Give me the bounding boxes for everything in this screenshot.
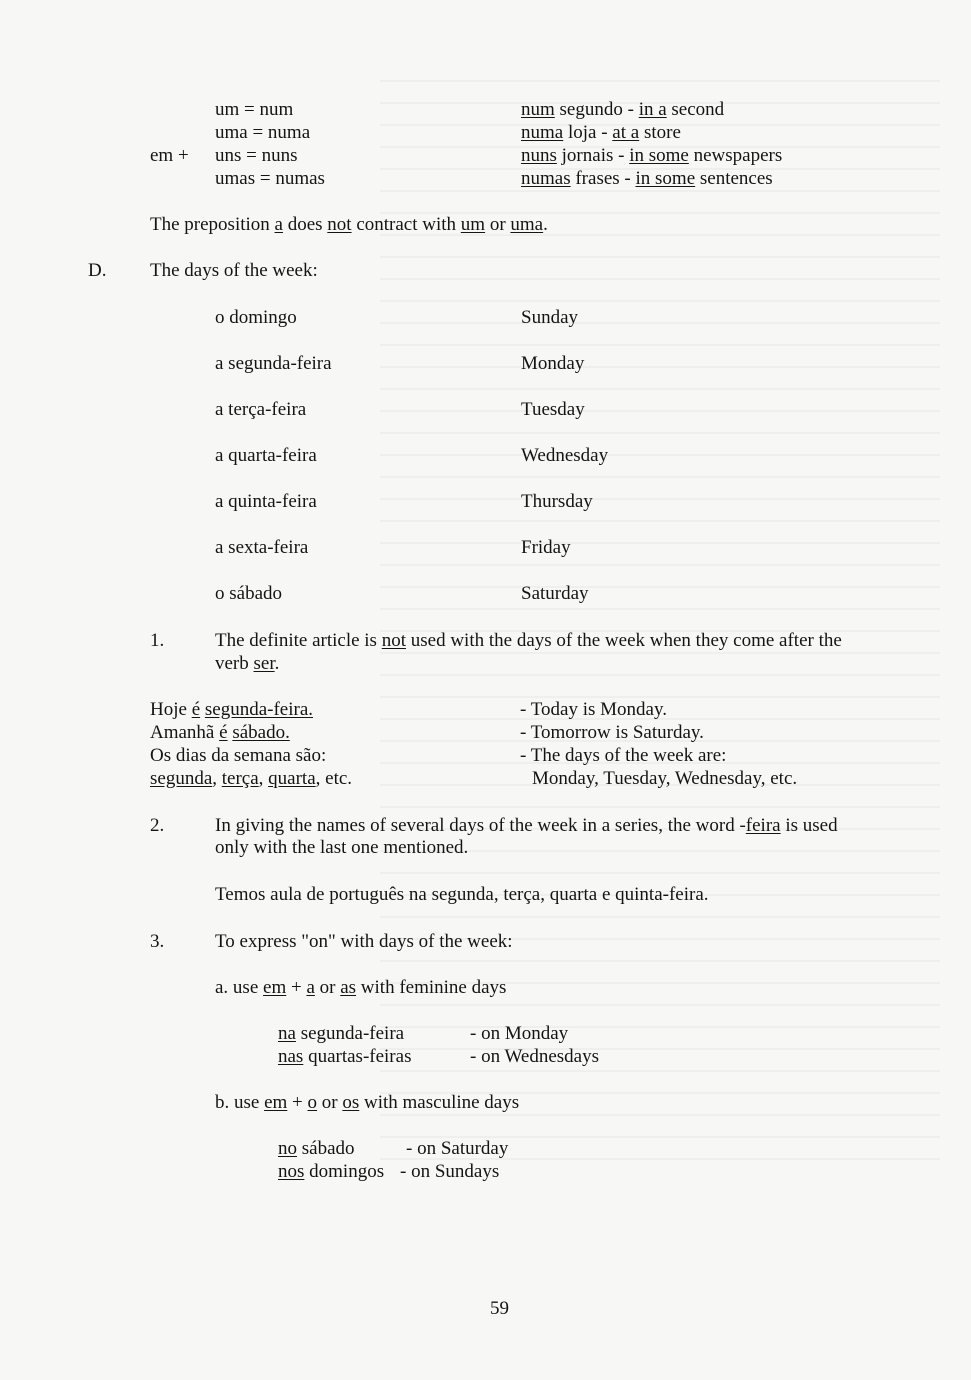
- rule-text: only with the last one mentioned.: [215, 837, 469, 858]
- day-en: Monday: [521, 353, 585, 374]
- example-pt: na segunda-feira: [278, 1023, 405, 1044]
- contraction-form: umas = numas: [215, 168, 325, 189]
- example-en: - Today is Monday.: [520, 699, 667, 720]
- day-pt: a quinta-feira: [215, 491, 317, 512]
- day-en: Sunday: [521, 307, 578, 328]
- example-pt: no sábado: [278, 1138, 355, 1159]
- page-number: 59: [490, 1298, 509, 1319]
- day-en: Tuesday: [521, 399, 585, 420]
- rule-number: 2.: [150, 815, 165, 836]
- subrule-b: b. use em + o or os with masculine days: [215, 1092, 520, 1113]
- example-en: - on Wednesdays: [470, 1046, 599, 1067]
- day-pt: a quarta-feira: [215, 445, 317, 466]
- example-pt: segunda, terça, quarta, etc.: [150, 768, 353, 789]
- day-pt: o sábado: [215, 583, 283, 604]
- subrule-a: a. use em + a or as with feminine days: [215, 977, 507, 998]
- contraction-example: numas frases - in some sentences: [521, 168, 773, 189]
- contraction-example: num segundo - in a second: [521, 99, 725, 120]
- example-pt: Os dias da semana são:: [150, 745, 327, 766]
- example-en: - on Saturday: [406, 1138, 509, 1159]
- example-pt: Hoje é segunda-feira.: [150, 699, 314, 720]
- example-pt: nos domingos: [278, 1161, 385, 1182]
- example-en: Monday, Tuesday, Wednesday, etc.: [532, 768, 798, 789]
- rule-text: To express "on" with days of the week:: [215, 931, 513, 952]
- day-en: Thursday: [521, 491, 593, 512]
- contraction-example: nuns jornais - in some newspapers: [521, 145, 783, 166]
- section-letter: D.: [88, 260, 107, 281]
- day-en: Saturday: [521, 583, 589, 604]
- preposition-note: The preposition a does not contract with um or uma.: [150, 214, 548, 235]
- rule-number: 1.: [150, 630, 165, 651]
- example-pt: nas quartas-feiras: [278, 1046, 412, 1067]
- example-en: - The days of the week are:: [520, 745, 727, 766]
- day-pt: a terça-feira: [215, 399, 307, 420]
- section-title: The days of the week:: [150, 260, 318, 281]
- example-pt: Amanhã é sábado.: [150, 722, 290, 743]
- day-en: Friday: [521, 537, 571, 558]
- example-en: - on Monday: [470, 1023, 569, 1044]
- em-plus-label: em +: [150, 145, 189, 166]
- day-pt: o domingo: [215, 307, 297, 328]
- rule-number: 3.: [150, 931, 165, 952]
- day-en: Wednesday: [521, 445, 609, 466]
- day-pt: a sexta-feira: [215, 537, 309, 558]
- contraction-example: numa loja - at a store: [521, 122, 681, 143]
- contraction-form: um = num: [215, 99, 294, 120]
- contraction-form: uns = nuns: [215, 145, 298, 166]
- rule-text: In giving the names of several days of the week in a series, the word -feira is used: [215, 815, 838, 836]
- example-en: - Tomorrow is Saturday.: [520, 722, 704, 743]
- example-en: - on Sundays: [400, 1161, 500, 1182]
- rule-text: verb ser.: [215, 653, 280, 674]
- rule-example: Temos aula de português na segunda, terça, quarta e quinta-feira.: [215, 884, 709, 905]
- contraction-form: uma = numa: [215, 122, 311, 143]
- day-pt: a segunda-feira: [215, 353, 332, 374]
- rule-text: The definite article is not used with the days of the week when they come after the: [215, 630, 842, 651]
